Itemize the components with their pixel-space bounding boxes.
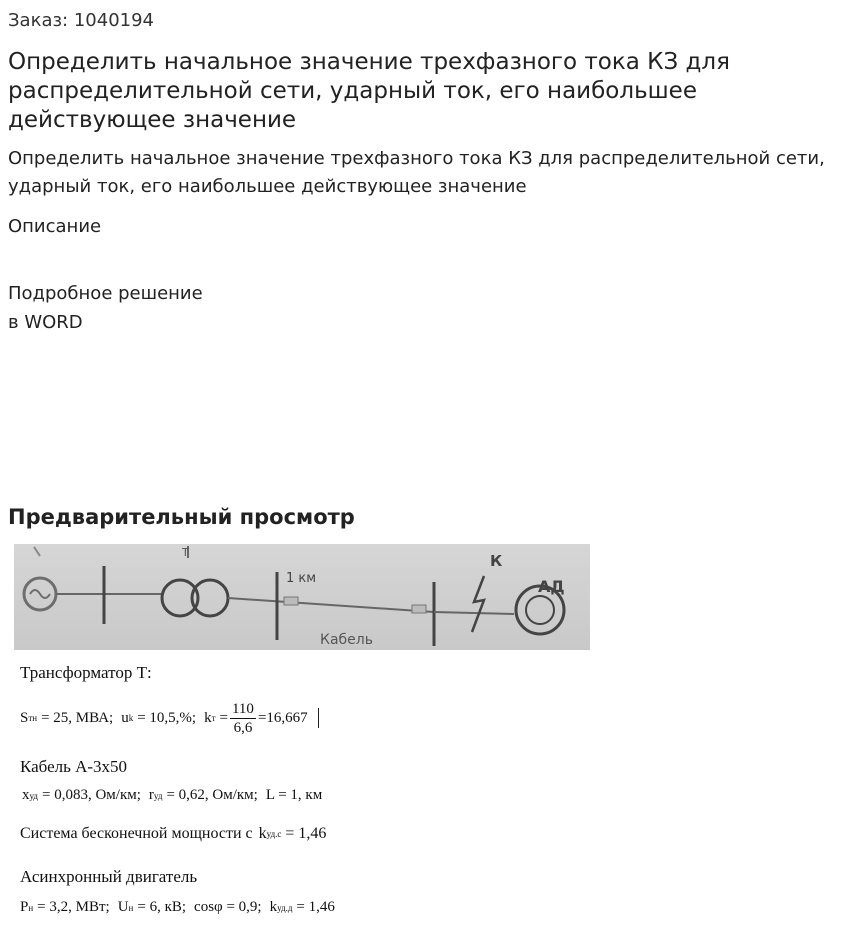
order-value: 1040194: [73, 10, 155, 31]
transformer-k-subscript: т: [211, 713, 216, 723]
cable-end: [412, 605, 426, 613]
system-k-symbol: k: [258, 825, 267, 842]
motor-label: АД: [538, 577, 565, 596]
cable-l-value: L = 1, км: [265, 787, 323, 803]
page-title: Определить начальное значение трехфазного тока КЗ для распределительной сети, ударный ток, его наибольшее действующее значение: [8, 49, 730, 133]
transformer-s-subscript: тн: [28, 713, 38, 723]
transformer-u-symbol: u: [121, 709, 129, 726]
source-mark: [34, 547, 40, 556]
transformer-u-value: = 10,5,%;: [137, 709, 197, 726]
motor-formula: [20, 899, 335, 916]
motor-p-symbol: P: [20, 899, 29, 915]
cable-label: Кабель: [320, 632, 373, 648]
motor-u-symbol: U: [117, 899, 129, 915]
motor-heading: Асинхронный двигатель: [20, 867, 198, 886]
preview-circuit-diagram: [14, 544, 590, 650]
transformer-k-denominator: 6,6: [233, 719, 253, 736]
motor-k-value: = 1,46: [296, 899, 335, 915]
motor-k-symbol: k: [269, 899, 278, 915]
description-heading: Описание: [8, 216, 102, 237]
motor-u-value: = 6, кВ;: [137, 899, 187, 915]
transformer-k-result: =16,667: [257, 709, 308, 726]
cable-formula: [20, 787, 322, 804]
page-subtitle: Определить начальное значение трехфазного тока КЗ для распределительной сети, ударный ток, его наибольшее действующее значение: [8, 148, 825, 197]
circuit-diagram-svg: [14, 544, 590, 650]
fault-arrow: [472, 576, 484, 632]
cable-x-subscript: уд: [29, 790, 39, 801]
description-line-2: в WORD: [8, 312, 83, 333]
motor-p-subscript: н: [28, 902, 34, 913]
transformer-k-fraction: [230, 700, 256, 737]
transformer-k-numerator: 110: [231, 700, 254, 717]
order-label: Заказ:: [8, 10, 69, 31]
main-line-3: [434, 612, 514, 614]
preview-heading: Предварительный просмотр: [8, 505, 355, 529]
system-k-value: = 1,46: [285, 825, 327, 842]
system-text: Система бесконечной мощности с: [20, 825, 253, 842]
cable-x-symbol: x: [22, 787, 30, 803]
motor-u-subscript: н: [128, 902, 134, 913]
cable-start: [284, 597, 298, 605]
cable-r-value: = 0,62, Ом/км;: [166, 787, 258, 803]
transformer-label: Т: [182, 546, 189, 559]
main-line-2: [228, 598, 434, 612]
cable-heading: Кабель А-3х50: [20, 757, 128, 776]
transformer-k-equals: =: [219, 709, 228, 726]
transformer-heading: Трансформатор Т:: [20, 663, 152, 682]
transformer-k-symbol: k: [204, 709, 212, 726]
transformer-s-symbol: S: [20, 709, 29, 726]
description-line-1: Подробное решение: [8, 283, 203, 304]
transformer-s-value: = 25, МВА;: [41, 709, 114, 726]
transformer-formula: [20, 695, 319, 741]
order-number: [8, 10, 154, 31]
text-cursor: [318, 708, 319, 728]
cable-length-label: 1 км: [286, 571, 317, 586]
motor-circle-inner: [526, 596, 554, 624]
motor-cos-value: cosφ = 0,9;: [194, 899, 262, 915]
cable-r-symbol: r: [148, 787, 154, 803]
transformer-u-subscript: k: [128, 713, 134, 723]
description-body: [8, 279, 203, 337]
cable-r-subscript: уд: [153, 790, 163, 801]
cable-x-value: = 0,083, Ом/км;: [42, 787, 141, 803]
motor-k-subscript: уд.д: [277, 902, 293, 913]
system-k-subscript: уд.с: [266, 829, 282, 839]
system-formula: [20, 825, 326, 843]
source-wave: [30, 590, 50, 598]
motor-p-value: = 3,2, МВт;: [37, 899, 110, 915]
fault-label: К: [490, 552, 503, 570]
